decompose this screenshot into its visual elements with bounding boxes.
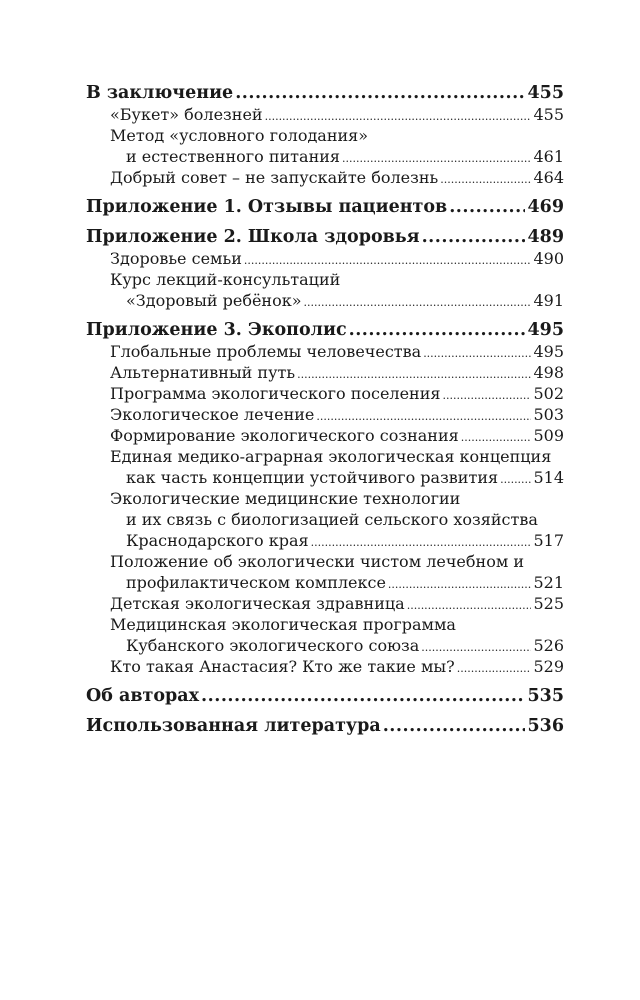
toc-entry-conclusion[interactable] — [86, 82, 564, 104]
dot-leader — [304, 292, 532, 313]
toc-entry-title-line: Метод «условного голодания» — [110, 126, 369, 145]
toc-subentry[interactable] — [110, 290, 564, 311]
toc-entry-title: Кто такая Анастасия? Кто же такие мы? — [110, 657, 455, 676]
toc-entry-title: Формирование экологического сознания — [110, 426, 459, 445]
toc-entry-title: Здоровье семьи — [110, 249, 242, 268]
toc-entry-appendix-1[interactable] — [86, 196, 564, 218]
toc-page-number: 469 — [527, 197, 564, 217]
dot-leader — [201, 685, 525, 707]
dot-leader — [461, 427, 532, 448]
toc-entry-title: Добрый совет – не запускайте болезнь — [110, 168, 439, 187]
toc-entry-about-authors[interactable] — [86, 685, 564, 707]
toc-entry-title: В заключение — [86, 83, 234, 103]
toc-entry-title: Приложение 1. Отзывы пациентов — [86, 197, 448, 217]
dot-leader — [244, 250, 532, 271]
toc-page-number: 495 — [533, 342, 564, 361]
table-of-contents — [86, 82, 564, 737]
toc-page-number: 503 — [533, 405, 564, 424]
toc-subentry[interactable] — [110, 656, 564, 677]
toc-subentry[interactable] — [110, 341, 564, 362]
toc-page-number: 525 — [533, 594, 564, 613]
dot-leader — [265, 106, 532, 127]
toc-entry-title: Приложение 2. Школа здоровья — [86, 227, 420, 247]
dot-leader — [440, 169, 531, 190]
toc-entry-title: Альтернативный путь — [110, 363, 296, 382]
dot-leader — [311, 532, 532, 553]
toc-entry-title-line: Экологические медицинские технологии — [110, 489, 461, 508]
toc-subentry[interactable] — [110, 530, 564, 551]
section-gap — [86, 218, 564, 226]
toc-entry-title: Об авторах — [86, 686, 200, 706]
toc-entry-title: и естественного питания — [126, 147, 340, 166]
toc-page-number: 526 — [533, 636, 564, 655]
toc-subentry[interactable] — [110, 467, 564, 488]
dot-leader — [383, 715, 526, 737]
dot-leader — [422, 226, 526, 248]
toc-page-number: 461 — [533, 147, 564, 166]
dot-leader — [388, 574, 532, 595]
toc-page-number: 490 — [533, 249, 564, 268]
dot-leader — [235, 82, 525, 104]
toc-subentry[interactable] — [110, 104, 564, 125]
dot-leader — [423, 343, 531, 364]
toc-subentry[interactable] — [110, 362, 564, 383]
dot-leader — [457, 658, 532, 679]
toc-subentry[interactable] — [110, 635, 564, 656]
toc-subsection-list — [86, 104, 564, 188]
dot-leader — [316, 406, 531, 427]
dot-leader — [297, 364, 531, 385]
toc-page-number: 517 — [533, 531, 564, 550]
toc-entry-title: Глобальные проблемы человечества — [110, 342, 422, 361]
dot-leader — [342, 148, 531, 169]
toc-entry-title-line: Единая медико-аграрная экологическая концепция — [110, 447, 552, 466]
dot-leader — [442, 385, 531, 406]
toc-page-number: 464 — [533, 168, 564, 187]
toc-page-number: 455 — [533, 105, 564, 124]
toc-subentry[interactable] — [110, 572, 564, 593]
dot-leader — [500, 469, 531, 490]
toc-subentry[interactable] — [110, 593, 564, 614]
toc-page-number: 509 — [533, 426, 564, 445]
toc-entry-title: «Букет» болезней — [110, 105, 263, 124]
toc-page-number: 502 — [533, 384, 564, 403]
toc-entry-title-line: и их связь с биологизацией сельского хозяйства — [126, 510, 538, 529]
toc-subentry[interactable] — [110, 248, 564, 269]
dot-leader — [449, 196, 525, 218]
toc-page-number: 455 — [527, 83, 564, 103]
dot-leader — [349, 319, 526, 341]
toc-subentry[interactable] — [110, 167, 564, 188]
toc-entry-references[interactable] — [86, 715, 564, 737]
toc-entry-title: Использованная литература — [86, 716, 381, 736]
toc-subentry[interactable] — [110, 404, 564, 425]
toc-subsection-list — [86, 341, 564, 677]
toc-page-number: 514 — [533, 468, 564, 487]
dot-leader — [421, 637, 531, 658]
toc-entry-title-line: Медицинская экологическая программа — [110, 615, 456, 634]
toc-page-number: 491 — [533, 291, 564, 310]
toc-entry-title: Приложение 3. Экополис — [86, 320, 347, 340]
toc-page-number: 535 — [527, 686, 564, 706]
toc-entry-title: Программа экологического поселения — [110, 384, 441, 403]
toc-page-number: 521 — [533, 573, 564, 592]
toc-page-number: 489 — [527, 227, 564, 247]
toc-entry-title: профилактическом комплексе — [126, 573, 386, 592]
toc-subentry[interactable] — [110, 425, 564, 446]
toc-subentry[interactable] — [110, 383, 564, 404]
toc-page-number: 529 — [533, 657, 564, 676]
toc-page-number: 536 — [527, 716, 564, 736]
toc-subentry[interactable] — [110, 146, 564, 167]
toc-page-number: 495 — [527, 320, 564, 340]
toc-entry-appendix-3[interactable] — [86, 319, 564, 341]
toc-page-number: 498 — [533, 363, 564, 382]
toc-entry-title-line: Положение об экологически чистом лечебном и — [110, 552, 525, 571]
toc-subsection-list — [86, 248, 564, 311]
toc-entry-title: Детская экологическая здравница — [110, 594, 405, 613]
section-gap — [86, 707, 564, 715]
toc-entry-appendix-2[interactable] — [86, 226, 564, 248]
toc-entry-title: как часть концепции устойчивого развития — [126, 468, 499, 487]
toc-entry-title: Краснодарского края — [126, 531, 309, 550]
toc-entry-title: Кубанского экологического союза — [126, 636, 420, 655]
toc-entry-title: «Здоровый ребёнок» — [126, 291, 302, 310]
toc-entry-title: Экологическое лечение — [110, 405, 315, 424]
toc-entry-title-line: Курс лекций-консультаций — [110, 270, 341, 289]
dot-leader — [407, 595, 532, 616]
